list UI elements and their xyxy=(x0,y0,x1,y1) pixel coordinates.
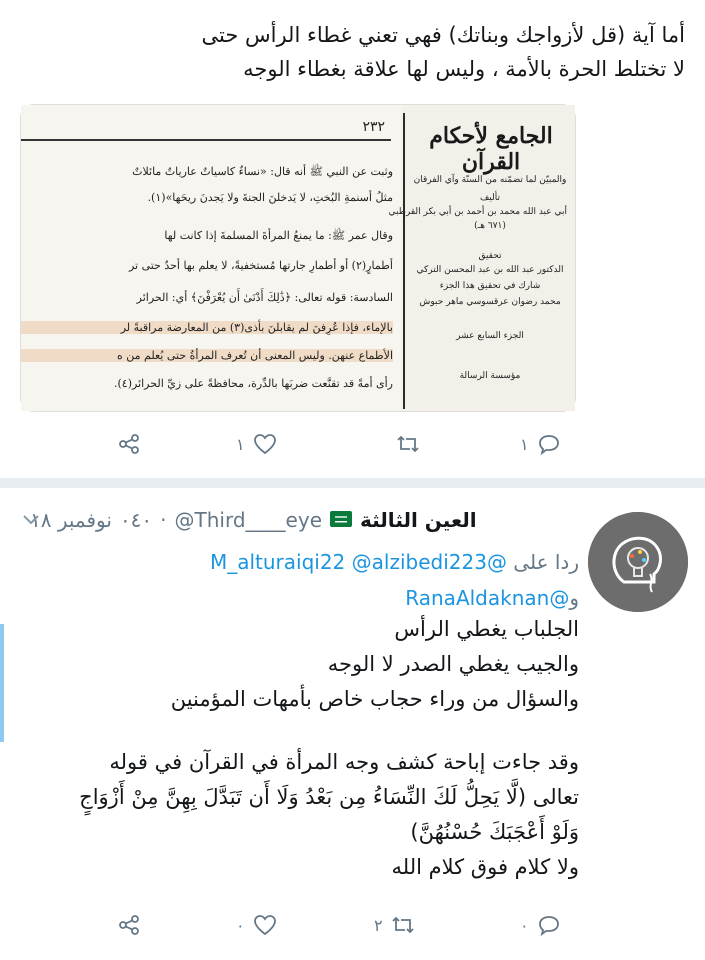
lightbulb-head-icon xyxy=(588,512,688,612)
tweet2-text xyxy=(20,612,579,885)
page-rule xyxy=(21,139,391,141)
flag-icon xyxy=(330,508,352,532)
volume-label: الجزء السابع عشر xyxy=(456,331,524,341)
like-count: ١ xyxy=(236,434,245,454)
tweet2-line: وقد جاءت إباحة كشف وجه المرأة في القرآن في قوله xyxy=(109,750,579,774)
tweet-time: ٠٤٠ xyxy=(119,508,153,532)
comment-icon xyxy=(537,433,559,455)
book-line: رأى أمةً قد تقنَّعت ضربَها بالدِّرة، محافظةً على زيِّ الحرائر(٤). xyxy=(113,377,393,390)
tweet2-header xyxy=(30,505,577,535)
book-cover xyxy=(388,105,575,411)
share-icon xyxy=(118,433,140,455)
publisher-name: مؤسسة الرسالة xyxy=(459,371,521,381)
display-name[interactable]: العين الثالثة xyxy=(360,508,477,532)
share-button[interactable] xyxy=(118,914,140,936)
book-line: السادسة: قوله تعالى: ﴿ذَٰلِكَ أَدْنَىٰ أَن يُعْرَفْنَ﴾ أي: الحرائر xyxy=(136,291,393,304)
reply-button[interactable] xyxy=(520,914,559,936)
reply-context xyxy=(20,544,579,616)
reply-count: ١ xyxy=(520,434,529,454)
tweet2-line: الجلباب يغطي الرأس xyxy=(394,617,579,641)
retweet-icon xyxy=(396,433,418,455)
book-title: الجامع لأحكام القرآن xyxy=(429,123,553,175)
dot-separator: · xyxy=(160,508,167,532)
book-line: وثبت عن النبي ﷺ أنه قال: «نساءٌ كاسياتٌ عارياتٌ مائلاتٌ xyxy=(132,165,393,178)
mention-link[interactable]: @alzibedi223 xyxy=(351,550,487,574)
chevron-down-icon[interactable] xyxy=(22,510,40,531)
page-number: ٢٣٢ xyxy=(362,119,385,135)
tweet1-text xyxy=(20,18,685,86)
tweet1-line-2: لا تختلط الحرة بالأمة ، وليس لها علاقة بغطاء الوجه xyxy=(243,57,685,81)
book-page xyxy=(21,105,401,411)
like-button[interactable] xyxy=(236,914,275,936)
tweet2-line: وَلَوْ أَعْجَبَكَ حُسْنُهُنَّ) xyxy=(410,820,579,844)
book-subtitle: والمبيّن لما تضمّنه من السنّة وآي الفرقان xyxy=(413,175,567,185)
scrollbar[interactable] xyxy=(0,624,4,742)
book-line: مثلُ أسنمةِ البُختِ، لا يَدخلنَ الجنةَ ولا يَجدنَ ريحَها»(١). xyxy=(147,191,393,204)
heart-icon xyxy=(253,433,275,455)
reply-button[interactable] xyxy=(520,433,559,455)
like-button[interactable] xyxy=(236,433,275,455)
tweet2-line: ولا كلام فوق كلام الله xyxy=(391,855,579,879)
tweet-separator xyxy=(0,478,705,488)
author-name: أبي عبد الله محمد بن أحمد بن أبي بكر القرطبي xyxy=(388,207,567,217)
reply-count: ٠ xyxy=(520,915,529,935)
share-button[interactable] xyxy=(118,433,140,455)
tweet1-image[interactable] xyxy=(20,104,576,412)
book-line: وقال عمر ﷺ: ما يمنعُ المرأةَ المسلمةَ إذا كانت لها xyxy=(164,229,393,242)
mention-joiner: و xyxy=(569,586,579,610)
retweet-icon xyxy=(391,914,413,936)
author-label: تأليف xyxy=(479,193,501,203)
coeditor-names: محمد رضوان عرقسوسي ماهر حبوش xyxy=(419,297,561,307)
tweet2-line: والسؤال من وراء حجاب خاص بأمهات المؤمنين xyxy=(170,687,579,711)
tweet-date[interactable]: نوفمبر ١٨ xyxy=(30,508,112,532)
mention-link[interactable]: @M_alturaiqi22 xyxy=(209,550,507,574)
book-line-highlighted: بالإماء، فإذا عُرِفنَ لم يقابلنَ بأذى(٣) من المعارضة مراقبةً لر xyxy=(21,321,393,334)
comment-icon xyxy=(537,914,559,936)
mention-link[interactable]: @RanaAldaknan xyxy=(405,586,570,610)
editor-name: الدكتور عبد الله بن عبد المحسن التركي xyxy=(416,265,564,275)
tweet1-line-1: أما آية (قل لأزواجك وبناتك) فهي تعني غطاء الرأس حتى xyxy=(201,23,685,47)
like-count: ٠ xyxy=(236,915,245,935)
heart-icon xyxy=(253,914,275,936)
retweet-count: ٢ xyxy=(374,915,383,935)
book-line-highlighted: الأطماع عنهن. وليس المعنى أن تُعرف المرأةُ حتى يُعلم من ه xyxy=(21,349,393,362)
coeditor-label: شارك في تحقيق هذا الجزء xyxy=(439,281,541,291)
tweet2-line: والجيب يغطي الصدر لا الوجه xyxy=(327,652,579,676)
avatar[interactable] xyxy=(588,512,688,612)
reply-prefix: ردا على xyxy=(513,550,579,574)
retweet-button[interactable] xyxy=(374,914,413,936)
editor-label: تحقيق xyxy=(478,251,502,261)
tweet2-line: تعالى (لَّا يَحِلُّ لَكَ النِّسَاءُ مِن بَعْدُ وَلَا أَن تَبَدَّلَ بِهِنَّ مِنْ أَزْوَاجٍ xyxy=(79,785,579,809)
author-dates: (٦٧١ هـ) xyxy=(474,221,506,231)
book-line: أطمارٍ(٢) أو أطمارِ جارتها مُستخفيةً، لا يعلم بها أحدٌ حتى تر xyxy=(128,259,393,272)
retweet-button[interactable] xyxy=(396,433,418,455)
user-handle[interactable]: @Third____eye xyxy=(174,508,322,532)
share-icon xyxy=(118,914,140,936)
